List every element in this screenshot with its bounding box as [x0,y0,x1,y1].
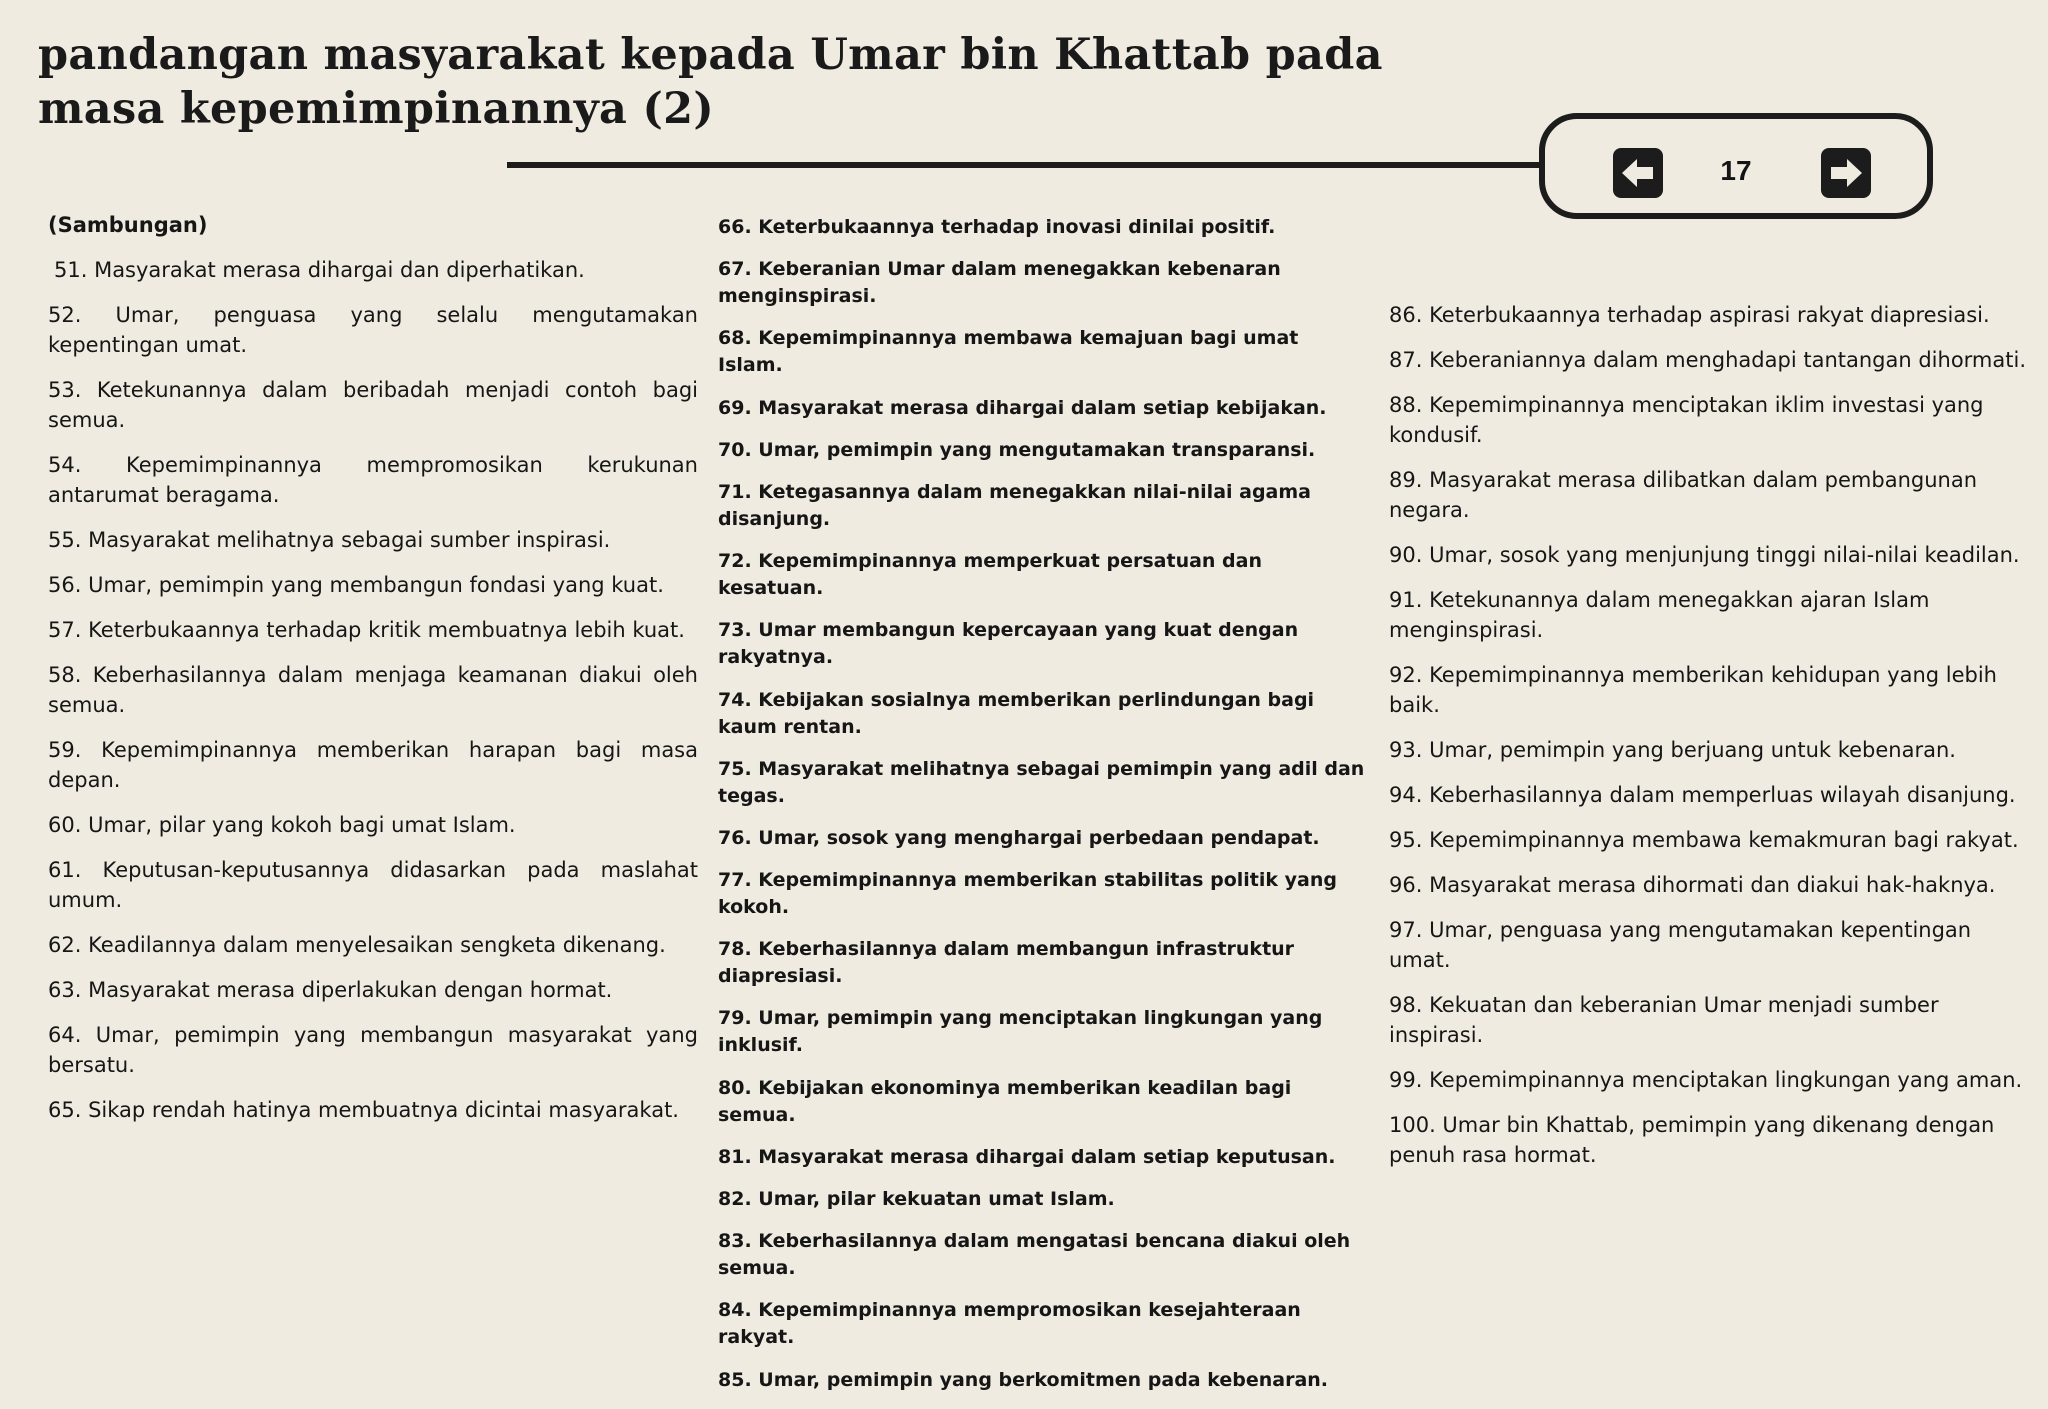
list-item: 72. Kepemimpinannya memperkuat persatuan dan kesatuan. [718,550,1263,600]
list-item: 56. Umar, pemimpin yang membangun fondasi yang kuat. [48,573,664,597]
list-item: 75. Masyarakat melihatnya sebagai pemimpin yang adil dan tegas. [718,757,1365,807]
list-item: 82. Umar, pilar kekuatan umat Islam. [718,1188,1115,1210]
list-column-3 [1389,300,2039,1185]
list-item: 78. Keberhasilannya dalam membangun infrastruktur diapresiasi. [718,938,1295,988]
list-item: 51. Masyarakat merasa dihargai dan diperhatikan. [54,258,585,282]
list-item: 81. Masyarakat merasa dihargai dalam setiap keputusan. [718,1145,1336,1168]
list-item: 85. Umar, pemimpin yang berkomitmen pada kebenaran. [718,1368,1329,1391]
list-item: 57. Keterbukaannya terhadap kritik membuatnya lebih kuat. [48,618,685,642]
list-item: 58. Keberhasilannya dalam menjaga keamanan diakui oleh semua. [48,663,698,717]
list-item: 95. Kepemimpinannya membawa kemakmuran bagi rakyat. [1389,828,2019,852]
list-item: 68. Kepemimpinannya membawa kemajuan bagi umat Islam. [718,327,1299,377]
page-title-line-2: masa kepemimpinannya (2) [38,84,714,134]
list-item: 60. Umar, pilar yang kokoh bagi umat Islam. [48,813,516,837]
list-item: 54. Kepemimpinannya mempromosikan kerukunan antarumat beragama. [48,453,698,507]
header-divider [507,162,1543,168]
list-item: 65. Sikap rendah hatinya membuatnya dicintai masyarakat. [48,1098,679,1122]
list-item: 70. Umar, pemimpin yang mengutamakan transparansi. [718,438,1316,461]
continuation-heading: (Sambungan) [48,213,208,237]
slide-navigation [1539,113,1933,219]
list-item: 93. Umar, pemimpin yang berjuang untuk kebenaran. [1389,738,1956,762]
list-item: 77. Kepemimpinannya memberikan stabilitas politik yang kokoh. [718,869,1337,919]
list-item: 64. Umar, pemimpin yang membangun masyarakat yang bersatu. [48,1023,698,1077]
arrow-left-icon [1613,148,1663,198]
list-item: 69. Masyarakat merasa dihargai dalam setiap kebijakan. [718,396,1327,419]
list-item: 96. Masyarakat merasa dihormati dan diakui hak-haknya. [1389,873,1996,897]
list-item: 83. Keberhasilannya dalam mengatasi bencana diakui oleh semua. [718,1230,1351,1280]
list-item: 61. Keputusan-keputusannya didasarkan pada maslahat umum. [48,858,698,912]
list-item: 71. Ketegasannya dalam menegakkan nilai-nilai agama disanjung. [718,480,1311,530]
arrow-right-icon [1821,148,1871,198]
list-item: 97. Umar, penguasa yang mengutamakan kepentingan umat. [1389,918,1972,972]
list-item: 55. Masyarakat melihatnya sebagai sumber inspirasi. [48,528,611,552]
list-item: 86. Keterbukaannya terhadap aspirasi rakyat diapresiasi. [1389,303,1990,327]
next-slide-button[interactable] [1821,148,1871,198]
list-item: 66. Keterbukaannya terhadap inovasi dinilai positif. [718,216,1276,238]
page-title-line-1: pandangan masyarakat kepada Umar bin Khattab pada [38,30,1383,80]
list-item: 89. Masyarakat merasa dilibatkan dalam pembangunan negara. [1389,468,1978,522]
list-item: 92. Kepemimpinannya memberikan kehidupan yang lebih baik. [1389,663,1997,717]
list-column-2 [718,214,1368,1409]
list-item: 87. Keberaniannya dalam menghadapi tantangan dihormati. [1389,348,2027,372]
list-item: 88. Kepemimpinannya menciptakan iklim investasi yang kondusif. [1389,393,1984,447]
previous-slide-button[interactable] [1613,148,1663,198]
list-item: 79. Umar, pemimpin yang menciptakan lingkungan yang inklusif. [718,1007,1323,1057]
list-item: 91. Ketekunannya dalam menegakkan ajaran Islam menginspirasi. [1389,588,1930,642]
list-item: 73. Umar membangun kepercayaan yang kuat dengan rakyatnya. [718,619,1299,669]
list-item: 62. Keadilannya dalam menyelesaikan sengketa dikenang. [48,933,666,957]
list-item: 90. Umar, sosok yang menjunjung tinggi nilai-nilai keadilan. [1389,543,2020,567]
list-item: 100. Umar bin Khattab, pemimpin yang dikenang dengan penuh rasa hormat. [1389,1113,1995,1167]
list-item: 94. Keberhasilannya dalam memperluas wilayah disanjung. [1389,783,2016,807]
list-item: 80. Kebijakan ekonominya memberikan keadilan bagi semua. [718,1076,1292,1126]
list-item: 76. Umar, sosok yang menghargai perbedaan pendapat. [718,826,1320,849]
list-item: 63. Masyarakat merasa diperlakukan dengan hormat. [48,978,613,1002]
list-item: 99. Kepemimpinannya menciptakan lingkungan yang aman. [1389,1068,2023,1092]
page-title [38,28,1418,136]
page-number: 17 [1720,155,1752,186]
list-item: 84. Kepemimpinannya mempromosikan kesejahteraan rakyat. [718,1299,1301,1349]
list-item: 53. Ketekunannya dalam beribadah menjadi contoh bagi semua. [48,378,698,432]
list-item: 67. Keberanian Umar dalam menegakkan kebenaran menginspirasi. [718,258,1281,308]
list-item: 74. Kebijakan sosialnya memberikan perlindungan bagi kaum rentan. [718,688,1315,738]
list-column-1 [48,210,698,1140]
list-item: 98. Kekuatan dan keberanian Umar menjadi sumber inspirasi. [1389,993,1939,1047]
list-item: 59. Kepemimpinannya memberikan harapan bagi masa depan. [48,738,698,792]
list-item: 52. Umar, penguasa yang selalu mengutamakan kepentingan umat. [48,303,698,357]
